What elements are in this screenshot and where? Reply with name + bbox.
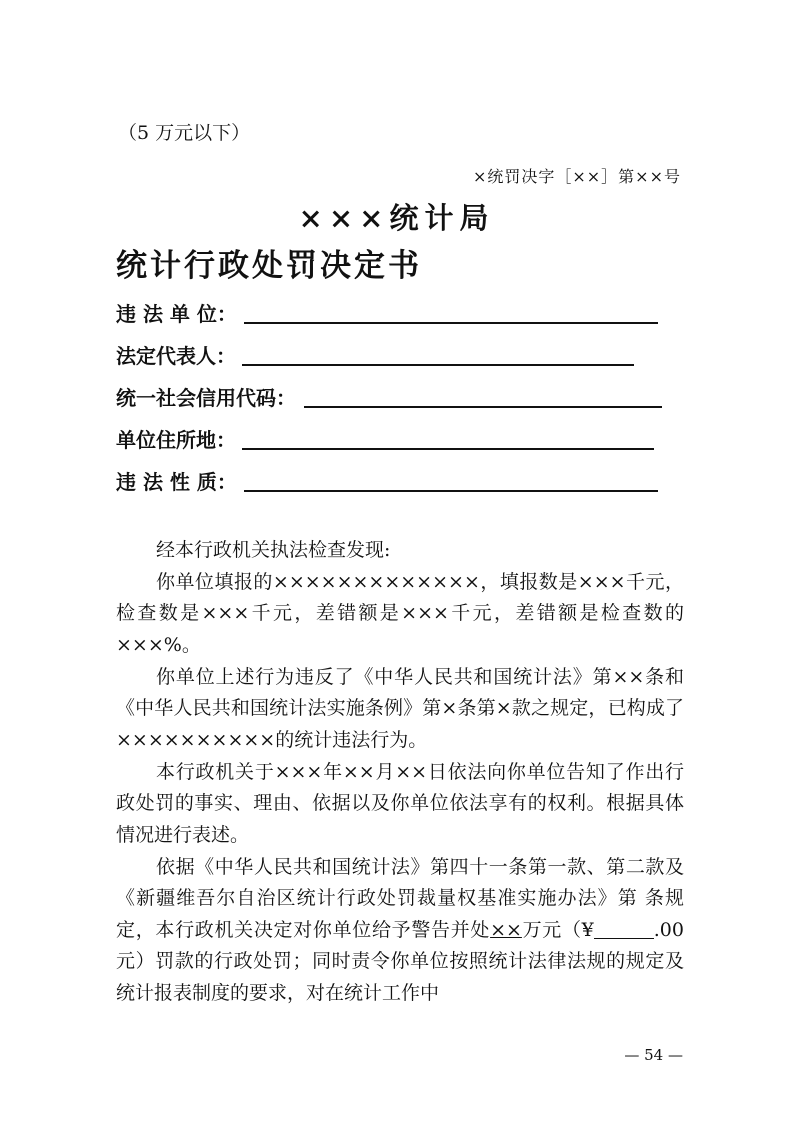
paragraph-finding: 经本行政机关执法检查发现: <box>156 539 391 561</box>
paragraph-data-discrepancy: 你单位填报的×××××××××××××，填报数是×××千元，检查数是×××千元，差错额是×××千元，差错额是检查数的×××%。 <box>116 571 684 656</box>
field-label: 统一社会信用代码： <box>116 386 296 410</box>
paragraph-notification: 本行政机关于×××年××月××日依法向你单位告知了作出行政处罚的事实、理由、依据以及你单位依法享有的权利。根据具体情况进行表述。 <box>116 761 684 846</box>
fill-in-line[interactable] <box>242 448 654 450</box>
fine-amount: ×× <box>490 918 522 941</box>
fill-in-line[interactable] <box>244 322 658 324</box>
document-title: 统计行政处罚决定书 <box>116 248 422 284</box>
paragraph-penalty <box>116 852 684 1009</box>
penalty-text-b: 万元（¥ <box>521 918 594 941</box>
document-number: ×统罚决字［××］第××号 <box>472 167 681 186</box>
fill-in-line[interactable] <box>244 490 658 492</box>
amount-range-note: （5 万元以下） <box>118 122 251 144</box>
field-address <box>116 424 236 453</box>
field-violation-nature <box>116 466 237 495</box>
paragraph-violation: 你单位上述行为违反了《中华人民共和国统计法》第××条和《中华人民共和国统计法实施条例》第×条第×款之规定，已构成了××××××××××的统计违法行为。 <box>116 666 684 751</box>
penalty-text-c: .00 元）罚款的行政处罚；同时责令你单位按照统计法律法规的规定及统计报表制度的要求，对在统计工作中 <box>116 918 684 1004</box>
field-label: 单位住所地： <box>116 428 236 452</box>
field-credit-code <box>116 382 296 411</box>
page-number: — 54 — <box>624 1046 683 1064</box>
field-label: 违 法 性 质： <box>116 470 237 494</box>
fill-in-line[interactable] <box>304 406 662 408</box>
field-legal-representative <box>116 340 236 369</box>
fine-amount-blank[interactable] <box>594 920 654 939</box>
agency-name: ×××统计局 <box>298 201 495 235</box>
field-label: 违 法 单 位： <box>116 302 237 326</box>
fill-in-line[interactable] <box>242 364 634 366</box>
penalty-text-a: 依据《中华人民共和国统计法》第四十一条第一款、第二款及《新疆维吾尔自治区统计行政处罚裁量权基准实施办法》第 条规定，本行政机关决定对你单位给予警告并处 <box>116 856 684 941</box>
field-label: 法定代表人： <box>116 344 236 368</box>
field-illegal-unit <box>116 298 237 327</box>
